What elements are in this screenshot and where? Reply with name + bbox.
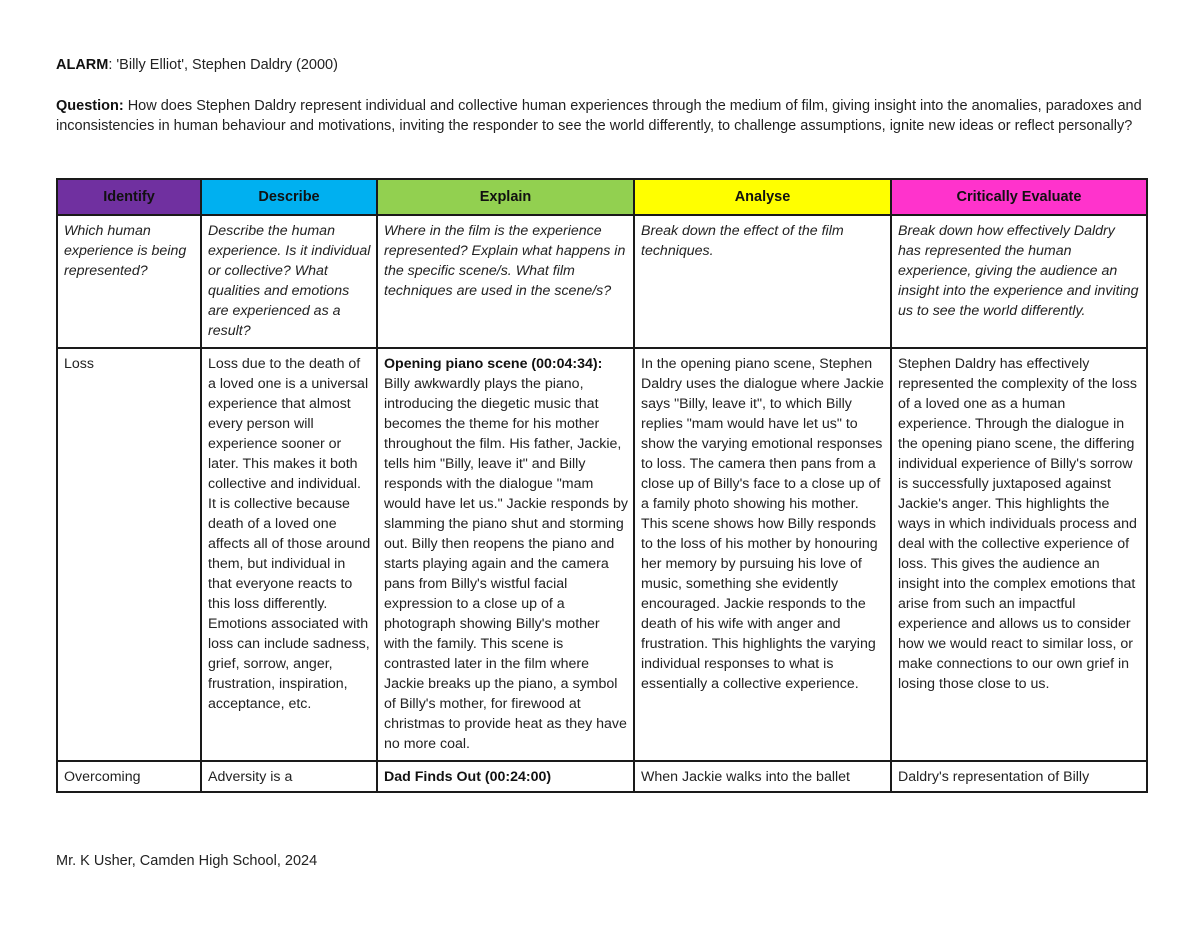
header-identify: Identify [57, 179, 201, 215]
question-text: How does Stephen Daldry represent individual and collective human experiences through the medium of film, giving insight into the anomalies, paradoxes and inconsistencies in human behaviour and motivations, inviting the responder to see the world differently, to challenge assumptions, ignite new ideas or reflect personally? [56, 98, 1142, 134]
document-title [56, 55, 338, 75]
prompt-critically-evaluate: Break down how effectively Daldry has represented the human experience, giving the audience an insight into the experience and inviting us to see the world differently. [891, 215, 1147, 348]
table-row-overcoming [57, 761, 1147, 792]
table-row-loss [57, 348, 1147, 761]
prompt-analyse: Break down the effect of the film techniques. [634, 215, 891, 348]
cell-critically-evaluate: Daldry's representation of Billy [891, 761, 1147, 792]
prompt-identify: Which human experience is being represented? [57, 215, 201, 348]
cell-critically-evaluate: Stephen Daldry has effectively represented the complexity of the loss of a loved one as a human experience. Through the dialogue in the opening piano scene, the differing individual experience of Billy's sorrow is successfully juxtaposed against Jackie's anger. This highlights the ways in which individuals process and deal with the collective experience of loss. This gives the audience an insight into the complex emotions that arise from such an impactful experience and allows us to consider how we would react to similar loss, or make connections to our own grief in losing those close to us. [891, 348, 1147, 761]
cell-analyse: When Jackie walks into the ballet [634, 761, 891, 792]
alarm-label: ALARM [56, 57, 109, 73]
cell-identify: Loss [57, 348, 201, 761]
header-explain: Explain [377, 179, 634, 215]
scene-explanation: Billy awkwardly plays the piano, introducing the diegetic music that becomes the theme for his mother throughout the film. His father, Jackie, tells him "Billy, leave it" and Billy responds with the dialogue "mam would have let us." Jackie responds by slamming the piano shut and storming out. Billy then reopens the piano and starts playing again and the camera pans from Billy's wistful facial expression to a close up of a photograph showing Billy's mother with the family. This scene is contrasted later in the film where Jackie breaks up the piano, a symbol of Billy's mother, for firewood at christmas to provide heat as they have no more coal. [384, 376, 628, 752]
film-title: : 'Billy Elliot', Stephen Daldry (2000) [108, 57, 338, 73]
cell-explain [377, 761, 634, 792]
cell-analyse: In the opening piano scene, Stephen Daldry uses the dialogue where Jackie says "Billy, leave it", to which Billy replies "mam would have let us" to show the varying emotional responses to loss. The camera then pans from a close up of Billy's face to a close up of a family photo showing his mother. This scene shows how Billy responds to the loss of his mother by honouring her memory by pursuing his love of music, something she evidently encouraged. Jackie responds to the death of his wife with anger and frustration. This highlights the varying individual responses to what is essentially a collective experience. [634, 348, 891, 761]
prompt-describe: Describe the human experience. Is it individual or collective? What qualities and emotions are experienced as a result? [201, 215, 377, 348]
page-footer: Mr. K Usher, Camden High School, 2024 [56, 853, 318, 869]
alarm-table [56, 178, 1148, 793]
header-analyse: Analyse [634, 179, 891, 215]
scene-heading: Opening piano scene (00:04:34): [384, 356, 603, 372]
table-header-row [57, 179, 1147, 215]
scene-heading: Dad Finds Out (00:24:00) [384, 769, 552, 785]
cell-explain [377, 348, 634, 761]
cell-identify: Overcoming [57, 761, 201, 792]
header-critically-evaluate: Critically Evaluate [891, 179, 1147, 215]
prompt-explain: Where in the film is the experience represented? Explain what happens in the specific scene/s. What film techniques are used in the scene/s? [377, 215, 634, 348]
question-paragraph [56, 96, 1146, 136]
header-describe: Describe [201, 179, 377, 215]
prompt-row [57, 215, 1147, 348]
question-label: Question: [56, 98, 124, 114]
cell-describe: Loss due to the death of a loved one is a universal experience that almost every person will experience sooner or later. This makes it both collective and individual. It is collective because death of a loved one affects all of those around them, but individual in that everyone reacts to this loss differently. Emotions associated with loss can include sadness, grief, sorrow, anger, frustration, inspiration, acceptance, etc. [201, 348, 377, 761]
cell-describe: Adversity is a [201, 761, 377, 792]
